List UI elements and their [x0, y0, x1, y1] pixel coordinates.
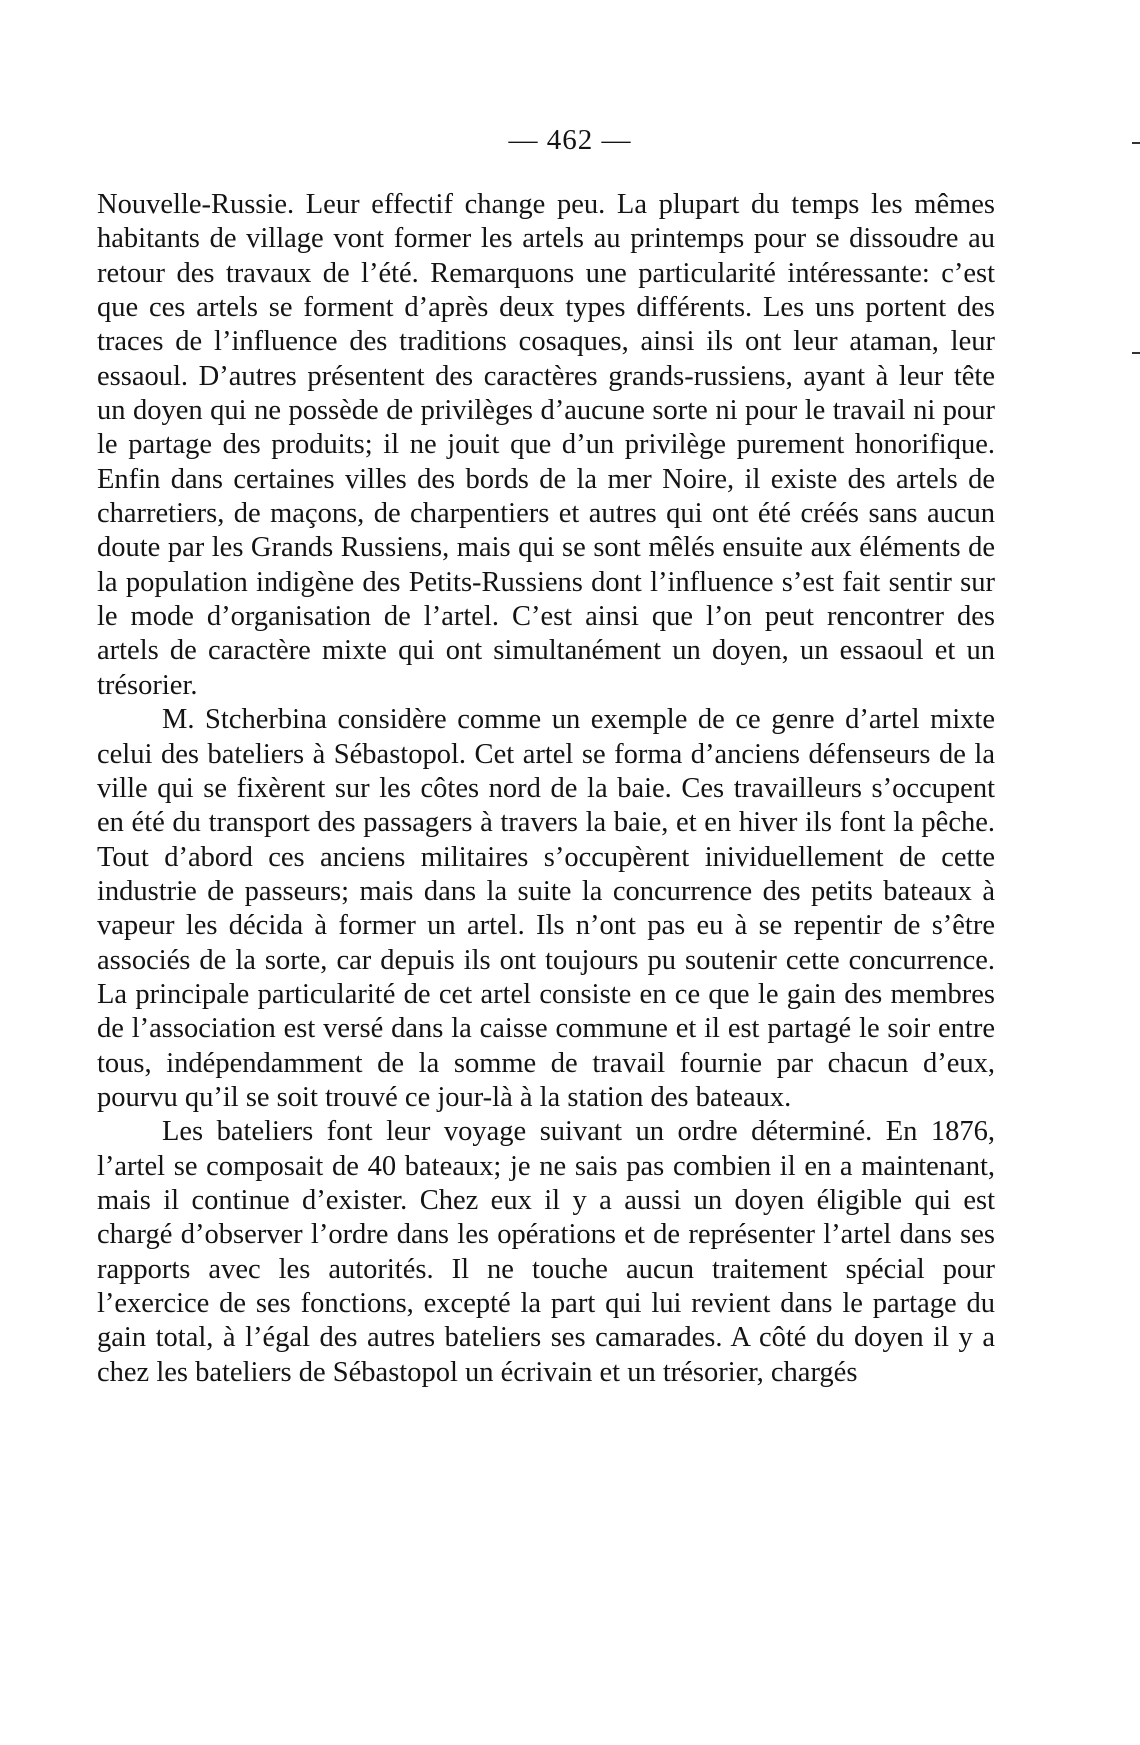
paragraph-2: M. Stcherbina considère comme un exemple de ce genre d’artel mixte celui des bateliers à Sébastopol. Cet artel se forma d’anciens défenseurs de la ville qui se fixèrent sur les côtes nord de la baie. Ces travailleurs s’occupent en été du transport des passagers à travers la baie, et en hiver ils font la pêche. Tout d’abord ces anciens militaires s’occupèrent inividuellement de cette industrie de passeurs; mais dans la suite la concurrence des petits bateaux à vapeur les décida à former un artel. Ils n’ont pas eu à se repentir de s’être associés de la sorte, car depuis ils ont toujours pu soutenir cette concurrence. La principale particularité de cet artel consiste en ce que le gain des membres de l’association est versé dans la caisse commune et il est partagé le soir entre tous, indépendamment de la somme de travail fournie par chacun d’eux, pourvu qu’il se soit trouvé ce jour-là à la station des bateaux.: [97, 704, 995, 1113]
body-text: [97, 188, 995, 1390]
paragraph-1: Nouvelle-Russie. Leur effectif change peu. La plupart du temps les mêmes habitants de village vont former les artels au printemps pour se dissoudre au retour des travaux de l’été. Remarquons une particularité intéressante: c’est que ces artels se forment d’après deux types différents. Les uns portent des traces de l’influence des traditions cosaques, ainsi ils ont leur ataman, leur essaoul. D’autres présentent des caractères grands-russiens, ayant à leur tête un doyen qui ne possède de privilèges d’aucune sorte ni pour le travail ni pour le partage des produits; il ne jouit que d’un privilège purement honorifique. Enfin dans certaines villes des bords de la mer Noire, il existe des artels de charretiers, de maçons, de charpentiers et autres qui ont été créés sans aucun doute par les Grands Russiens, mais qui se sont mêlés ensuite aux éléments de la population indigène des Petits-Russiens dont l’influence s’est fait sentir sur le mode d’organisation de l’artel. C’est ainsi que l’on peut rencontrer des artels de caractère mixte qui ont simultanément un doyen, un essaoul et un trésorier.: [97, 189, 995, 701]
page-number: — 462 —: [508, 124, 632, 156]
scan-edge-mark: [1132, 352, 1140, 354]
scan-edge-mark: [1132, 142, 1140, 144]
paragraph-3: Les bateliers font leur voyage suivant un ordre déterminé. En 1876, l’artel se composait de 40 bateaux; je ne sais pas combien il en a maintenant, mais il continue d’exister. Chez eux il y a aussi un doyen éligible qui est chargé d’observer l’ordre dans les opérations et de représenter l’artel dans ses rapports avec les autorités. Il ne touche aucun traitement spécial pour l’exercice de ses fonctions, excepté la part qui lui revient dans le partage du gain total, à l’égal des autres bateliers ses camarades. A côté du doyen il y a chez les bateliers de Sébastopol un écrivain et un trésorier, chargés: [97, 1116, 995, 1388]
